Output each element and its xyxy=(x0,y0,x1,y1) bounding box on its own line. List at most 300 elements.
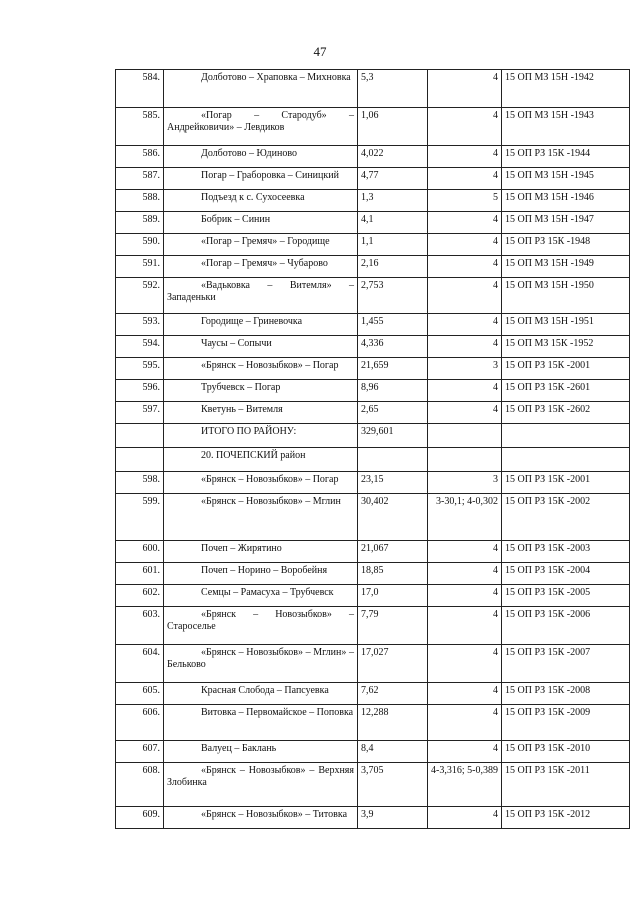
road-category: 4 xyxy=(493,587,498,598)
road-code-cell xyxy=(502,234,630,256)
table-row xyxy=(116,256,630,278)
road-category: 3 xyxy=(493,474,498,485)
table-row xyxy=(116,683,630,705)
road-category: 3-30,1; 4-0,302 xyxy=(436,496,498,507)
road-category-cell xyxy=(428,358,502,380)
road-length-cell xyxy=(358,70,428,108)
table-row xyxy=(116,380,630,402)
road-category-cell xyxy=(428,212,502,234)
road-category: 4 xyxy=(493,170,498,181)
road-name: Трубчевск – Погар xyxy=(201,382,281,393)
road-length: 3,9 xyxy=(361,809,374,820)
road-name-cell xyxy=(164,70,358,108)
road-name: «Погар – Гремяч» – Чубарово xyxy=(201,258,328,269)
road-length-cell xyxy=(358,763,428,807)
road-length: 2,16 xyxy=(361,258,379,269)
road-category: 4 xyxy=(493,707,498,718)
road-category-cell xyxy=(428,234,502,256)
road-code-cell xyxy=(502,358,630,380)
road-code: 15 ОП РЗ 15К -2003 xyxy=(505,543,591,554)
road-length: 18,85 xyxy=(361,565,384,576)
road-name-cell xyxy=(164,424,358,448)
road-code-cell xyxy=(502,336,630,358)
road-name-cell xyxy=(164,278,358,314)
road-code-cell xyxy=(502,585,630,607)
road-name: Валуец – Баклань xyxy=(201,743,277,754)
row-number-cell xyxy=(116,424,164,448)
road-length: 17,027 xyxy=(361,647,389,658)
row-number: 599. xyxy=(142,496,160,507)
road-category: 4 xyxy=(493,685,498,696)
road-length: 4,1 xyxy=(361,214,374,225)
row-number: 609. xyxy=(142,809,160,820)
road-length: 7,62 xyxy=(361,685,379,696)
road-code: 15 ОП РЗ 15К -1944 xyxy=(505,148,591,159)
road-length: 5,3 xyxy=(361,72,374,83)
road-length-cell xyxy=(358,358,428,380)
row-number-cell xyxy=(116,70,164,108)
row-number: 595. xyxy=(142,360,160,371)
road-length: 23,15 xyxy=(361,474,384,485)
road-length-cell xyxy=(358,314,428,336)
road-code: 15 ОП МЗ 15Н -1942 xyxy=(505,72,594,83)
row-number-cell xyxy=(116,234,164,256)
road-name-cell xyxy=(164,563,358,585)
road-category: 4 xyxy=(493,258,498,269)
road-code-cell xyxy=(502,424,630,448)
road-code-cell xyxy=(502,256,630,278)
road-name-cell xyxy=(164,472,358,494)
table-row xyxy=(116,314,630,336)
road-code: 15 ОП МЗ 15Н -1951 xyxy=(505,316,594,327)
road-length-cell xyxy=(358,146,428,168)
road-category-cell xyxy=(428,563,502,585)
road-code: 15 ОП МЗ 15Н -1950 xyxy=(505,280,594,291)
road-category-cell xyxy=(428,168,502,190)
road-name: ИТОГО ПО РАЙОНУ: xyxy=(201,426,297,437)
row-number-cell xyxy=(116,108,164,146)
road-category-cell xyxy=(428,472,502,494)
row-number: 603. xyxy=(142,609,160,620)
road-name-cell xyxy=(164,358,358,380)
road-length: 3,705 xyxy=(361,765,384,776)
road-category-cell xyxy=(428,541,502,563)
road-name-cell xyxy=(164,585,358,607)
road-length: 4,022 xyxy=(361,148,384,159)
table-row xyxy=(116,278,630,314)
road-category: 4 xyxy=(493,647,498,658)
road-category: 4-3,316; 5-0,389 xyxy=(431,765,498,776)
road-category-cell xyxy=(428,190,502,212)
row-number-cell xyxy=(116,448,164,472)
road-length-cell xyxy=(358,234,428,256)
row-number-cell xyxy=(116,168,164,190)
road-name: Погар – Граборовка – Синицкий xyxy=(201,170,339,181)
road-code-cell xyxy=(502,190,630,212)
road-category-cell xyxy=(428,741,502,763)
row-number: 607. xyxy=(142,743,160,754)
road-name: Чаусы – Сопычи xyxy=(201,338,272,349)
road-length: 4,336 xyxy=(361,338,384,349)
row-number-cell xyxy=(116,472,164,494)
road-name: «Погар – Гремяч» – Городище xyxy=(201,236,330,247)
road-category: 4 xyxy=(493,338,498,349)
road-category-cell xyxy=(428,108,502,146)
road-code: 15 ОП РЗ 15К -1948 xyxy=(505,236,591,247)
row-number: 591. xyxy=(142,258,160,269)
row-number: 589. xyxy=(142,214,160,225)
road-length-cell xyxy=(358,402,428,424)
road-code: 15 ОП РЗ 15К -2007 xyxy=(505,647,591,658)
road-code-cell xyxy=(502,380,630,402)
road-category-cell xyxy=(428,645,502,683)
road-category-cell xyxy=(428,380,502,402)
roads-table-body xyxy=(116,70,630,829)
road-code-cell xyxy=(502,146,630,168)
table-row xyxy=(116,146,630,168)
road-length: 1,455 xyxy=(361,316,384,327)
road-name: «Вадьковка – Витемля» – Западеньки xyxy=(167,280,354,303)
row-number-cell xyxy=(116,645,164,683)
road-name-cell xyxy=(164,402,358,424)
row-number-cell xyxy=(116,358,164,380)
road-name-cell xyxy=(164,683,358,705)
road-name-cell xyxy=(164,741,358,763)
road-category-cell xyxy=(428,607,502,645)
road-code-cell xyxy=(502,108,630,146)
road-name: Семцы – Рамасуха – Трубчевск xyxy=(201,587,334,598)
road-category: 3 xyxy=(493,360,498,371)
row-number: 588. xyxy=(142,192,160,203)
total-row xyxy=(116,424,630,448)
section-header-row xyxy=(116,448,630,472)
row-number: 604. xyxy=(142,647,160,658)
road-code-cell xyxy=(502,541,630,563)
road-category: 4 xyxy=(493,236,498,247)
road-length-cell xyxy=(358,336,428,358)
road-code: 15 ОП РЗ 15К -2005 xyxy=(505,587,591,598)
road-code-cell xyxy=(502,402,630,424)
road-code: 15 ОП МЗ 15К -1952 xyxy=(505,338,594,349)
row-number-cell xyxy=(116,336,164,358)
row-number: 606. xyxy=(142,707,160,718)
road-name-cell xyxy=(164,212,358,234)
road-code-cell xyxy=(502,563,630,585)
row-number-cell xyxy=(116,741,164,763)
row-number: 597. xyxy=(142,404,160,415)
row-number: 596. xyxy=(142,382,160,393)
road-code: 15 ОП РЗ 15К -2012 xyxy=(505,809,591,820)
road-category: 4 xyxy=(493,110,498,121)
road-code-cell xyxy=(502,168,630,190)
row-number: 602. xyxy=(142,587,160,598)
road-length: 21,067 xyxy=(361,543,389,554)
road-name: Витовка – Первомайское – Поповка xyxy=(201,707,354,718)
row-number: 601. xyxy=(142,565,160,576)
row-number-cell xyxy=(116,585,164,607)
road-code: 15 ОП РЗ 15К -2601 xyxy=(505,382,591,393)
road-length: 7,79 xyxy=(361,609,379,620)
row-number-cell xyxy=(116,607,164,645)
row-number-cell xyxy=(116,314,164,336)
road-category-cell xyxy=(428,70,502,108)
row-number-cell xyxy=(116,212,164,234)
page-number: 47 xyxy=(313,44,327,59)
road-code-cell xyxy=(502,807,630,829)
road-name: Долботово – Юдиново xyxy=(201,148,298,159)
road-name-cell xyxy=(164,763,358,807)
road-length-cell xyxy=(358,705,428,741)
road-length-cell xyxy=(358,645,428,683)
road-code-cell xyxy=(502,278,630,314)
roads-table xyxy=(115,69,630,829)
road-code-cell xyxy=(502,212,630,234)
road-name: Кветунь – Витемля xyxy=(201,404,283,415)
road-length-cell xyxy=(358,424,428,448)
row-number-cell xyxy=(116,146,164,168)
road-category-cell xyxy=(428,494,502,541)
road-category: 4 xyxy=(493,72,498,83)
road-code: 15 ОП РЗ 15К -2008 xyxy=(505,685,591,696)
road-name-cell xyxy=(164,494,358,541)
road-length-cell xyxy=(358,190,428,212)
road-code: 15 ОП РЗ 15К -2009 xyxy=(505,707,591,718)
road-category: 4 xyxy=(493,280,498,291)
table-row xyxy=(116,741,630,763)
road-code-cell xyxy=(502,70,630,108)
road-length-cell xyxy=(358,168,428,190)
road-name: Почеп – Жирятино xyxy=(201,543,282,554)
row-number: 592. xyxy=(142,280,160,291)
road-name: «Брянск – Новозыбков» – Погар xyxy=(201,474,339,485)
road-length: 329,601 xyxy=(361,426,394,437)
road-category: 4 xyxy=(493,316,498,327)
table-row xyxy=(116,234,630,256)
table-row xyxy=(116,705,630,741)
road-length-cell xyxy=(358,472,428,494)
table-row xyxy=(116,168,630,190)
road-length: 21,659 xyxy=(361,360,389,371)
row-number: 605. xyxy=(142,685,160,696)
row-number: 587. xyxy=(142,170,160,181)
road-name-cell xyxy=(164,448,358,472)
road-length-cell xyxy=(358,108,428,146)
road-code: 15 ОП РЗ 15К -2002 xyxy=(505,496,591,507)
row-number-cell xyxy=(116,763,164,807)
road-category-cell xyxy=(428,448,502,472)
road-name: «Брянск – Новозыбков» – Погар xyxy=(201,360,339,371)
road-length: 8,4 xyxy=(361,743,374,754)
road-code: 15 ОП МЗ 15Н -1945 xyxy=(505,170,594,181)
road-length-cell xyxy=(358,278,428,314)
road-code: 15 ОП МЗ 15Н -1949 xyxy=(505,258,594,269)
table-row xyxy=(116,358,630,380)
road-category-cell xyxy=(428,402,502,424)
road-name: «Брянск – Новозыбков» – Староселье xyxy=(167,609,354,632)
road-category: 4 xyxy=(493,404,498,415)
road-length: 12,288 xyxy=(361,707,389,718)
table-row xyxy=(116,108,630,146)
road-name-cell xyxy=(164,607,358,645)
table-row xyxy=(116,585,630,607)
road-code: 15 ОП РЗ 15К -2001 xyxy=(505,360,591,371)
road-category-cell xyxy=(428,336,502,358)
road-length-cell xyxy=(358,380,428,402)
road-length: 2,753 xyxy=(361,280,384,291)
road-name: Городище – Гриневочка xyxy=(201,316,303,327)
table-row xyxy=(116,807,630,829)
road-length: 30,402 xyxy=(361,496,389,507)
road-length-cell xyxy=(358,807,428,829)
road-code-cell xyxy=(502,494,630,541)
road-category: 4 xyxy=(493,543,498,554)
road-name-cell xyxy=(164,146,358,168)
table-row xyxy=(116,541,630,563)
road-length-cell xyxy=(358,494,428,541)
road-code: 15 ОП РЗ 15К -2602 xyxy=(505,404,591,415)
road-length-cell xyxy=(358,607,428,645)
road-category-cell xyxy=(428,705,502,741)
row-number-cell xyxy=(116,380,164,402)
road-code-cell xyxy=(502,763,630,807)
row-number: 598. xyxy=(142,474,160,485)
road-code: 15 ОП РЗ 15К -2011 xyxy=(505,765,590,776)
row-number-cell xyxy=(116,563,164,585)
road-name: Долботово – Храповка – Михновка xyxy=(201,72,351,83)
road-length-cell xyxy=(358,541,428,563)
table-row xyxy=(116,763,630,807)
road-length: 1,3 xyxy=(361,192,374,203)
road-length-cell xyxy=(358,741,428,763)
road-category: 5 xyxy=(493,192,498,203)
road-length-cell xyxy=(358,256,428,278)
road-name-cell xyxy=(164,380,358,402)
road-length: 2,65 xyxy=(361,404,379,415)
road-code: 15 ОП РЗ 15К -2006 xyxy=(505,609,591,620)
road-name-cell xyxy=(164,168,358,190)
road-name-cell xyxy=(164,190,358,212)
row-number: 585. xyxy=(142,110,160,121)
road-category-cell xyxy=(428,807,502,829)
row-number-cell xyxy=(116,256,164,278)
road-category-cell xyxy=(428,585,502,607)
road-name-cell xyxy=(164,541,358,563)
road-name-cell xyxy=(164,108,358,146)
row-number-cell xyxy=(116,402,164,424)
road-code: 15 ОП РЗ 15К -2004 xyxy=(505,565,591,576)
row-number-cell xyxy=(116,705,164,741)
road-code-cell xyxy=(502,741,630,763)
row-number-cell xyxy=(116,190,164,212)
road-code-cell xyxy=(502,705,630,741)
table-row xyxy=(116,472,630,494)
road-category-cell xyxy=(428,424,502,448)
row-number: 593. xyxy=(142,316,160,327)
road-category-cell xyxy=(428,683,502,705)
row-number: 590. xyxy=(142,236,160,247)
table-row xyxy=(116,70,630,108)
road-name: «Брянск – Новозыбков» – Мглин xyxy=(201,496,341,507)
road-category-cell xyxy=(428,256,502,278)
road-name: Бобрик – Синин xyxy=(201,214,271,225)
road-length-cell xyxy=(358,448,428,472)
road-category-cell xyxy=(428,763,502,807)
road-category: 4 xyxy=(493,214,498,225)
table-row xyxy=(116,212,630,234)
road-length: 1,06 xyxy=(361,110,379,121)
road-name-cell xyxy=(164,645,358,683)
road-category: 4 xyxy=(493,743,498,754)
road-code-cell xyxy=(502,448,630,472)
road-code: 15 ОП РЗ 15К -2010 xyxy=(505,743,591,754)
road-name: «Погар – Стародуб» – Андрейковичи» – Левдиков xyxy=(167,110,354,133)
road-code: 15 ОП МЗ 15Н -1943 xyxy=(505,110,594,121)
road-length: 1,1 xyxy=(361,236,374,247)
row-number-cell xyxy=(116,494,164,541)
road-length: 4,77 xyxy=(361,170,379,181)
road-code-cell xyxy=(502,472,630,494)
road-code: 15 ОП МЗ 15Н -1946 xyxy=(505,192,594,203)
row-number: 608. xyxy=(142,765,160,776)
table-row xyxy=(116,190,630,212)
road-name: «Брянск – Новозыбков» – Верхняя Злобинка xyxy=(167,765,354,788)
road-category: 4 xyxy=(493,609,498,620)
road-name: Почеп – Норино – Воробейня xyxy=(201,565,328,576)
road-name: «Брянск – Новозыбков» – Мглин» – Бельково xyxy=(167,647,354,670)
road-category-cell xyxy=(428,146,502,168)
road-name-cell xyxy=(164,314,358,336)
row-number: 594. xyxy=(142,338,160,349)
road-length: 17,0 xyxy=(361,587,379,598)
road-code-cell xyxy=(502,314,630,336)
road-name: Подъезд к с. Сухосеевка xyxy=(201,192,305,203)
row-number-cell xyxy=(116,541,164,563)
row-number: 600. xyxy=(142,543,160,554)
road-name-cell xyxy=(164,336,358,358)
road-name-cell xyxy=(164,256,358,278)
road-category-cell xyxy=(428,278,502,314)
road-length: 8,96 xyxy=(361,382,379,393)
road-name: 20. ПОЧЕПСКИЙ район xyxy=(201,450,306,461)
table-row xyxy=(116,402,630,424)
road-category-cell xyxy=(428,314,502,336)
road-name-cell xyxy=(164,234,358,256)
road-code: 15 ОП РЗ 15К -2001 xyxy=(505,474,591,485)
road-code: 15 ОП МЗ 15Н -1947 xyxy=(505,214,594,225)
road-name-cell xyxy=(164,807,358,829)
road-code-cell xyxy=(502,645,630,683)
road-name: «Брянск – Новозыбков» – Титовка xyxy=(201,809,348,820)
row-number-cell xyxy=(116,807,164,829)
road-category: 4 xyxy=(493,382,498,393)
road-name: Красная Слобода – Папсуевка xyxy=(201,685,329,696)
road-length-cell xyxy=(358,563,428,585)
table-row xyxy=(116,336,630,358)
road-code-cell xyxy=(502,683,630,705)
table-row xyxy=(116,494,630,541)
road-category: 4 xyxy=(493,809,498,820)
road-code-cell xyxy=(502,607,630,645)
road-category: 4 xyxy=(493,148,498,159)
road-length-cell xyxy=(358,212,428,234)
road-category: 4 xyxy=(493,565,498,576)
table-row xyxy=(116,563,630,585)
table-row xyxy=(116,607,630,645)
row-number-cell xyxy=(116,278,164,314)
row-number: 584. xyxy=(142,72,160,83)
table-row xyxy=(116,645,630,683)
road-length-cell xyxy=(358,585,428,607)
